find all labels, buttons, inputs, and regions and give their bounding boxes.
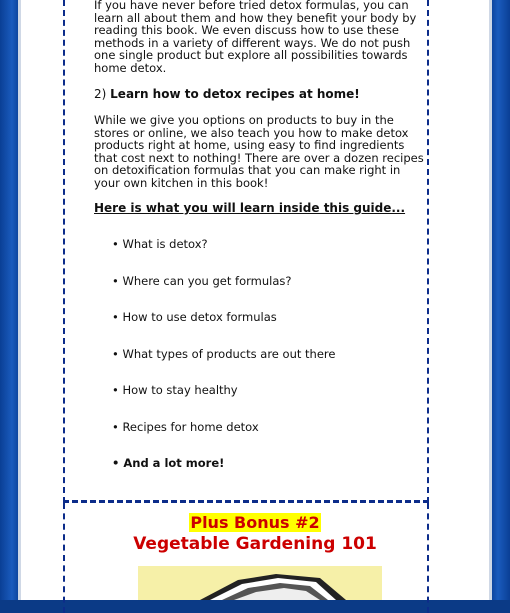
list-item: • How to use detox formulas (112, 310, 412, 347)
bonus-label-text: Plus Bonus #2 (190, 513, 320, 532)
bonus-title: Vegetable Gardening 101 (133, 534, 377, 554)
list-item: • Where can you get formulas? (112, 274, 412, 311)
list-item: • What types of products are out there (112, 347, 412, 384)
list-item: • Recipes for home detox (112, 420, 412, 457)
list-item: • And a lot more! (112, 456, 412, 493)
bonus-book-image (138, 566, 382, 600)
list-item: • How to stay healthy (112, 383, 412, 420)
background-right (490, 0, 510, 600)
section-number: 2) (94, 87, 107, 101)
bonus-label (0, 513, 510, 532)
background-left (0, 0, 20, 600)
learn-list (112, 237, 412, 493)
learn-heading: Here is what you will learn inside this guide... (94, 201, 406, 215)
intro-paragraph: If you have never before tried detox formulas, you can learn all about them and how they benefit your body by reading this book. We even discuss how to use these methods in a variety of different ways. We do not push one single product but explore all possibilities towards home detox. (94, 0, 417, 75)
section-heading (94, 88, 424, 101)
list-item: • What is detox? (112, 237, 412, 274)
section-paragraph: While we give you options on products to buy in the stores or online, we also teach you how to make detox products right at home, using easy to find ingredients that cost next to nothing! There are over a dozen recipes on detoxification formulas that you can make right in your own kitchen in this book! (94, 113, 424, 190)
section-title: Learn how to detox recipes at home! (110, 87, 360, 101)
